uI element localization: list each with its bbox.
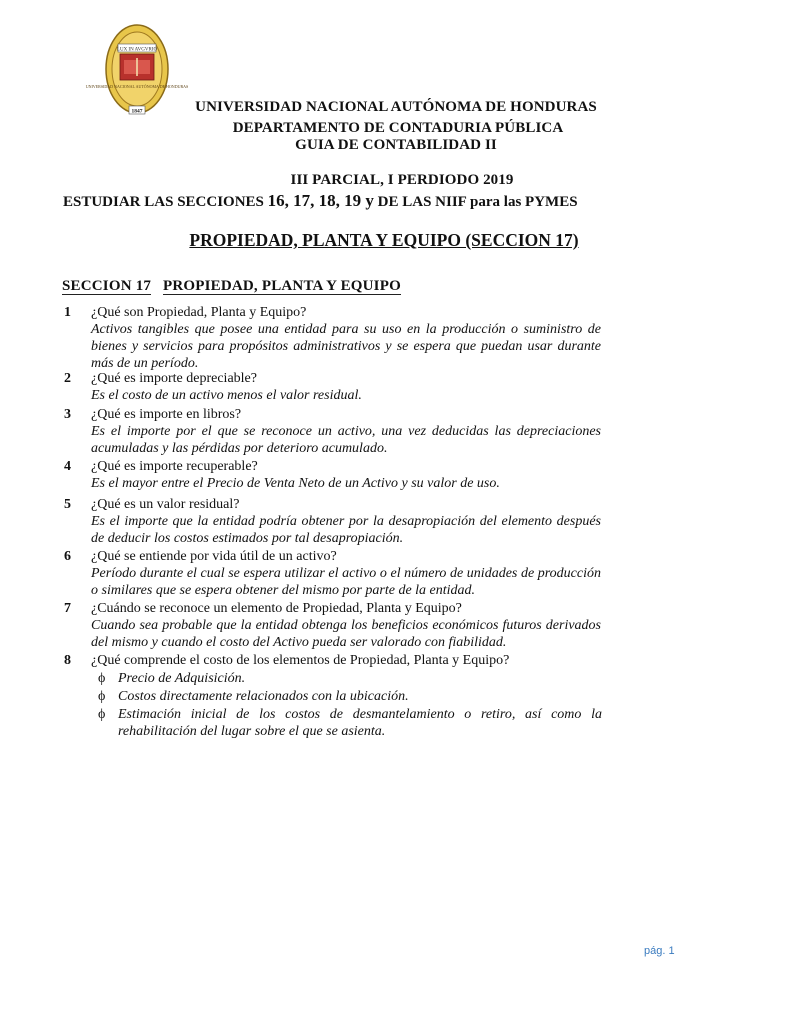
question-text: ¿Qué es un valor residual? [91,497,240,512]
scan-heading-text: PROPIEDAD, PLANTA Y EQUIPO [162,278,401,294]
bullet-symbol: ϕ [98,707,106,722]
department-name: DEPARTAMENTO DE CONTADURIA PÚBLICA [232,120,564,136]
question-text: ¿Qué se entiende por vida útil de un activo? [91,549,337,564]
section-title-text: PROPIEDAD, PLANTA Y EQUIPO (SECCION 17) [189,230,579,250]
answer-text: Período durante el cual se espera utilizar el activo o el número de unidades de producción o similares que se espera obtener del mismo por parte de la entidad. [91,566,601,598]
scanned-section [58,272,618,742]
page-number: pág. 1 [644,945,675,957]
bullet-symbol: ϕ [98,671,106,686]
question-number: 6 [64,549,71,564]
section-title [0,230,768,251]
question-text: ¿Qué es importe recuperable? [91,459,258,474]
question-number: 2 [64,371,71,386]
study-suffix: para las PYMES [470,194,578,210]
answer-text: Es el mayor entre el Precio de Venta Neto de un Activo y su valor de uso. [91,476,500,491]
bullet-text: Costos directamente relacionados con la ubicación. [118,689,409,704]
answer-text: Cuando sea probable que la entidad obtenga los beneficios económicos futuros derivados del mismo y cuando el costo del Activo pueda ser valorado con fiabilidad. [91,618,601,650]
question-text: ¿Qué comprende el costo de los elementos de Propiedad, Planta y Equipo? [91,653,510,668]
question-number: 4 [64,459,71,474]
bullet-text: Estimación inicial de los costos de desmantelamiento o retiro, así como la rehabilitación del lugar sobre el que se asienta. [118,707,602,739]
seal-year: 1847 [131,108,143,115]
question-text: ¿Qué es importe en libros? [91,407,242,422]
answer-text: Activos tangibles que posee una entidad para su uso en la producción o suministro de bienes y servicios para propósitos administrativos y se espera que puedan usar durante más de un período. [91,322,601,371]
study-instructions [63,191,578,211]
question-number: 5 [64,497,71,512]
question-number: 8 [64,653,71,668]
question-text: ¿Qué es importe depreciable? [91,371,257,386]
answer-text: Es el costo de un activo menos el valor residual. [91,388,362,403]
scan-heading [62,278,401,295]
bullet-text: Precio de Adquisición. [118,671,246,686]
answer-text: Es el importe que la entidad podría obtener por la desapropiación del elemento después de deducir los costos estimados por tal desapropiación. [91,514,601,546]
study-sections: 16, 17, 18, 19 y [267,191,374,210]
bullet-symbol: ϕ [98,689,106,704]
question-number: 1 [64,305,71,320]
scan-heading-number: SECCION 17 [62,278,152,294]
answer-text: Es el importe por el que se reconoce un activo, una vez deducidas las depreciaciones acumuladas y las pérdidas por deterioro acumulado. [91,424,601,456]
exam-period: III PARCIAL, I PERDIODO 2019 [290,172,514,188]
question-number: 7 [64,601,71,616]
seal-banner-text: LUX IN AVGVRIO [116,47,158,53]
study-niif: DE LAS NIIF [377,194,467,210]
question-text: ¿Qué son Propiedad, Planta y Equipo? [91,305,307,320]
question-number: 3 [64,407,71,422]
guide-title: GUIA DE CONTABILIDAD II [295,137,497,153]
study-prefix: ESTUDIAR LAS SECCIONES [63,194,264,210]
question-text: ¿Cuándo se reconoce un elemento de Propiedad, Planta y Equipo? [91,601,462,616]
university-name: UNIVERSIDAD NACIONAL AUTÓNOMA DE HONDURAS [195,99,597,115]
seal-ring-text: UNIVERSIDAD NACIONAL AUTÓNOMA DE HONDURAS [85,84,189,89]
